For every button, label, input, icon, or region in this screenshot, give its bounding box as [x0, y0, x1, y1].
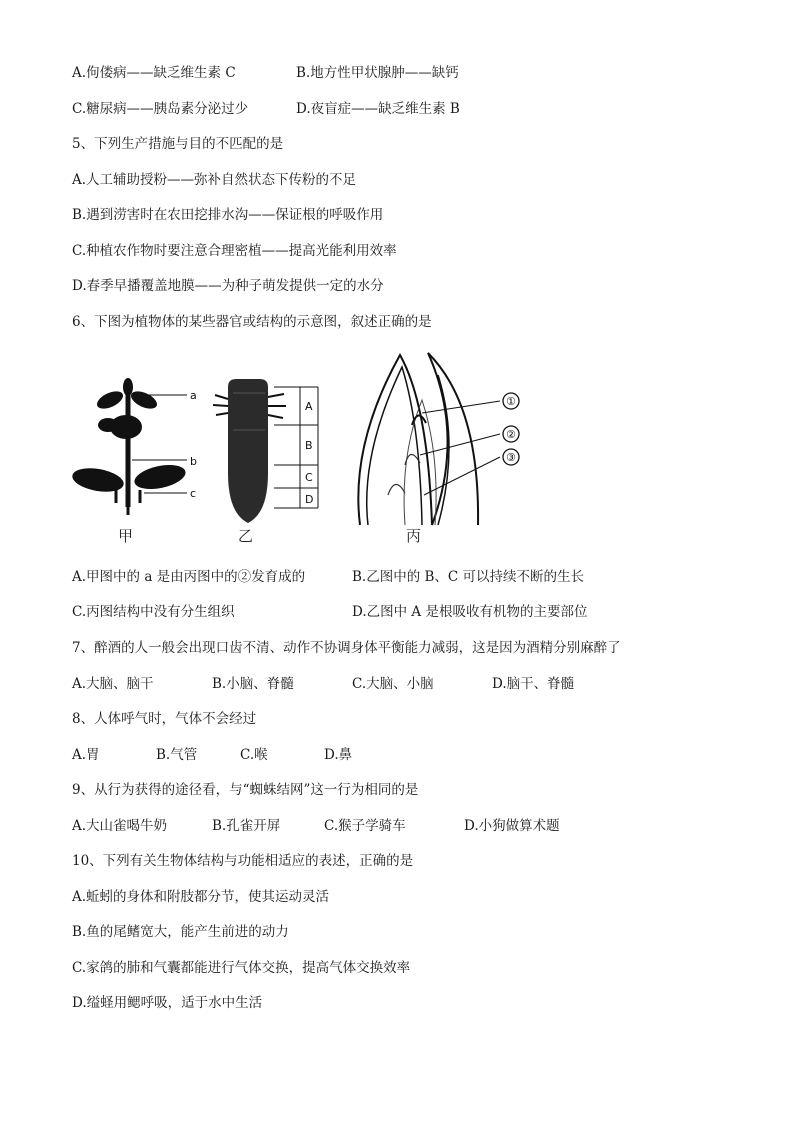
q10-option-d: D.缢蛏用鳃呼吸，适于水中生活 — [72, 995, 263, 1011]
q8-option-c: C.喉 — [240, 747, 268, 763]
yi-label-b: B — [305, 439, 313, 452]
q6-figure-svg — [60, 345, 540, 550]
q10-option-a: A.蚯蚓的身体和附肢都分节，使其运动灵活 — [72, 889, 330, 905]
bud-diagram-bing — [358, 353, 519, 545]
q4-option-b: B.地方性甲状腺肿——缺钙 — [296, 65, 459, 81]
yi-label-c: C — [305, 471, 313, 484]
q9-option-c: C.猴子学骑车 — [324, 818, 406, 834]
q8-stem: 8、人体呼气时，气体不会经过 — [72, 711, 257, 727]
q9-option-d: D.小狗做算术题 — [464, 818, 560, 834]
q7-option-c: C.大脑、小脑 — [352, 676, 434, 692]
q6-stem: 6、下图为植物体的某些器官或结构的示意图，叙述正确的是 — [72, 314, 432, 330]
q10-stem: 10、下列有关生物体结构与功能相适应的表述，正确的是 — [72, 853, 414, 869]
q6-figure — [60, 345, 540, 550]
q8-option-a: A.胃 — [72, 747, 100, 763]
yi-label-a: A — [305, 400, 313, 413]
q10-option-c: C.家鸽的肺和气囊都能进行气体交换，提高气体交换效率 — [72, 960, 411, 976]
q5-option-a: A.人工辅助授粉——弥补自然状态下传粉的不足 — [72, 172, 357, 188]
q5-option-d: D.春季早播覆盖地膜——为种子萌发提供一定的水分 — [72, 278, 384, 294]
q7-option-d: D.脑干、脊髓 — [492, 676, 575, 692]
jia-label-b: b — [190, 455, 197, 468]
root-tip-diagram-yi — [213, 379, 318, 545]
bing-label-3: ③ — [506, 451, 516, 464]
q6-option-c: C.丙图结构中没有分生组织 — [72, 604, 235, 620]
q6-option-d: D.乙图中 A 是根吸收有机物的主要部位 — [352, 604, 588, 620]
q5-option-c: C.种植农作物时要注意合理密植——提高光能利用效率 — [72, 243, 397, 259]
q10-option-b: B.鱼的尾鳍宽大，能产生前进的动力 — [72, 924, 289, 940]
bing-label-2: ② — [506, 428, 516, 441]
jia-label-c: c — [190, 487, 197, 500]
q4-option-a: A.佝偻病——缺乏维生素 C — [72, 65, 236, 81]
q4-option-d: D.夜盲症——缺乏维生素 B — [296, 101, 460, 117]
q7-stem: 7、醉酒的人一般会出现口齿不清、动作不协调身体平衡能力减弱，这是因为酒精分别麻醉了 — [72, 640, 621, 656]
jia-caption: 甲 — [118, 527, 134, 545]
q4-option-c: C.糖尿病——胰岛素分泌过少 — [72, 101, 249, 117]
yi-caption: 乙 — [238, 527, 254, 545]
q6-option-a: A.甲图中的 a 是由丙图中的②发育成的 — [72, 569, 306, 585]
jia-label-a: a — [190, 389, 197, 402]
q8-option-b: B.气管 — [156, 747, 198, 763]
q9-option-b: B.孔雀开屏 — [212, 818, 281, 834]
bing-label-1: ① — [506, 395, 516, 408]
bing-caption: 丙 — [406, 527, 422, 545]
q9-stem: 9、从行为获得的途径看，与“蜘蛛结网”这一行为相同的是 — [72, 782, 419, 798]
q6-option-b: B.乙图中的 B、C 可以持续不断的生长 — [352, 569, 585, 585]
q5-stem: 5、下列生产措施与目的不匹配的是 — [72, 136, 284, 152]
q7-option-a: A.大脑、脑干 — [72, 676, 154, 692]
q8-option-d: D.鼻 — [324, 747, 353, 763]
q5-option-b: B.遇到涝害时在农田挖排水沟——保证根的呼吸作用 — [72, 207, 384, 223]
plant-diagram-jia — [70, 378, 197, 545]
q9-option-a: A.大山雀喝牛奶 — [72, 818, 168, 834]
yi-label-d: D — [305, 493, 314, 506]
q7-option-b: B.小脑、脊髓 — [212, 676, 294, 692]
